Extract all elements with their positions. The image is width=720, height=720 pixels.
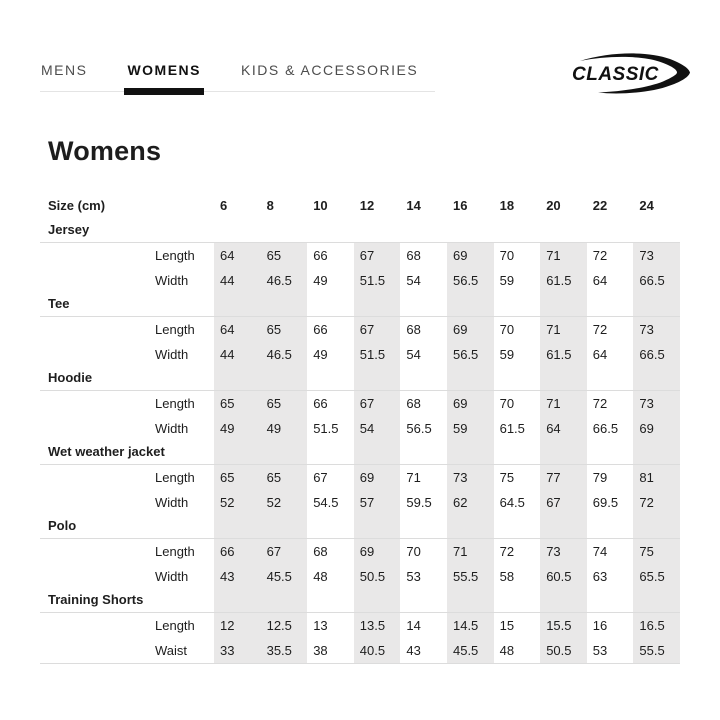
category-spacer — [40, 243, 150, 268]
size-header-cell: 10 — [313, 197, 328, 213]
measurement-row — [40, 490, 680, 515]
category-label: Tee — [48, 296, 70, 312]
measure-label: Length — [155, 248, 195, 263]
size-value-cell: 16 — [592, 618, 608, 633]
category-spacer-cell — [307, 367, 354, 390]
category-spacer-cell — [540, 219, 587, 242]
size-value-cell: 66 — [313, 248, 328, 263]
category-spacer-cell — [633, 293, 680, 316]
size-value-cell: 50.5 — [540, 638, 587, 663]
category-spacer-cell — [400, 367, 447, 390]
size-header-label: Size (cm) — [48, 197, 106, 213]
category-spacer-cell — [261, 589, 308, 612]
size-value-cell: 56.5 — [406, 421, 432, 436]
category-spacer-cell — [354, 293, 401, 316]
measurement-row — [40, 243, 680, 268]
category-spacer-cell — [633, 441, 680, 464]
size-value-cell: 65 — [214, 465, 261, 490]
size-value-cell: 73 — [447, 465, 494, 490]
size-header-cell: 18 — [499, 197, 515, 213]
size-value-cell: 13 — [313, 618, 328, 633]
size-value-cell: 65 — [261, 465, 308, 490]
size-value-cell: 74 — [592, 544, 608, 559]
measure-label: Length — [155, 618, 195, 633]
size-value-cell: 68 — [406, 322, 421, 337]
category-spacer — [40, 317, 150, 342]
category-spacer — [40, 539, 150, 564]
size-value-cell: 70 — [499, 396, 515, 411]
category-label: Training Shorts — [48, 592, 144, 608]
category-spacer-cell — [587, 441, 634, 464]
category-spacer-cell — [307, 219, 354, 242]
size-value-cell: 49 — [261, 416, 308, 441]
size-value-cell: 51.5 — [354, 342, 401, 367]
size-value-cell: 66 — [313, 322, 328, 337]
size-value-cell: 69.5 — [592, 495, 619, 510]
category-spacer-cell — [540, 441, 587, 464]
measurement-row — [40, 391, 680, 416]
site-header — [40, 60, 680, 92]
category-spacer-cell — [354, 367, 401, 390]
category-spacer-cell — [261, 219, 308, 242]
size-value-cell: 55.5 — [447, 564, 494, 589]
size-value-cell: 56.5 — [447, 342, 494, 367]
category-spacer-cell — [494, 293, 541, 316]
size-guide-page — [0, 60, 720, 664]
size-table — [40, 191, 680, 664]
size-value-cell: 67 — [313, 470, 328, 485]
size-value-cell: 59.5 — [406, 495, 432, 510]
size-value-cell: 59 — [447, 416, 494, 441]
size-value-cell: 49 — [313, 273, 328, 288]
size-value-cell: 13.5 — [354, 613, 401, 638]
category-spacer-cell — [540, 293, 587, 316]
category-spacer-cell — [447, 293, 494, 316]
category-spacer-cell — [633, 219, 680, 242]
size-value-cell: 49 — [214, 416, 261, 441]
size-value-cell: 73 — [633, 243, 680, 268]
measurement-row — [40, 416, 680, 441]
size-value-cell: 65 — [261, 317, 308, 342]
category-spacer-cell — [354, 219, 401, 242]
category-spacer-cell — [447, 219, 494, 242]
size-value-cell: 62 — [447, 490, 494, 515]
category-row — [40, 219, 680, 243]
category-spacer-cell — [540, 367, 587, 390]
category-label: Wet weather jacket — [48, 444, 165, 460]
size-value-cell: 70 — [406, 544, 421, 559]
category-spacer-cell — [261, 367, 308, 390]
size-value-cell: 59 — [499, 347, 515, 362]
category-spacer-cell — [633, 367, 680, 390]
measure-label: Width — [155, 273, 189, 288]
measurement-row — [40, 342, 680, 367]
measurement-row — [40, 564, 680, 589]
category-spacer-cell — [214, 589, 261, 612]
size-value-cell: 69 — [447, 317, 494, 342]
size-value-cell: 54 — [406, 273, 421, 288]
size-value-cell: 68 — [406, 396, 421, 411]
category-spacer-cell — [587, 367, 634, 390]
size-value-cell: 70 — [499, 248, 515, 263]
size-value-cell: 54 — [354, 416, 401, 441]
category-spacer-cell — [540, 515, 587, 538]
category-spacer-cell — [494, 589, 541, 612]
category-row — [40, 293, 680, 317]
size-value-cell: 45.5 — [261, 564, 308, 589]
category-spacer-cell — [447, 589, 494, 612]
category-spacer-cell — [540, 589, 587, 612]
size-value-cell: 77 — [540, 465, 587, 490]
size-value-cell: 79 — [592, 470, 608, 485]
measurement-row — [40, 638, 680, 664]
size-value-cell: 66.5 — [633, 268, 680, 293]
size-value-cell: 58 — [499, 569, 515, 584]
size-value-cell: 59 — [499, 273, 515, 288]
size-value-cell: 75 — [633, 539, 680, 564]
size-value-cell: 48 — [313, 569, 328, 584]
category-spacer-cell — [214, 293, 261, 316]
size-value-cell: 70 — [499, 322, 515, 337]
measurement-row — [40, 268, 680, 293]
size-value-cell: 14 — [406, 618, 421, 633]
size-value-cell: 68 — [406, 248, 421, 263]
classic-brand-logo — [560, 48, 692, 98]
category-row — [40, 589, 680, 613]
size-header-cell: 24 — [639, 197, 654, 213]
size-value-cell: 71 — [447, 539, 494, 564]
category-spacer-cell — [494, 367, 541, 390]
size-header-cell: 16 — [452, 197, 468, 213]
size-value-cell: 57 — [354, 490, 401, 515]
category-spacer-cell — [214, 367, 261, 390]
category-spacer-cell — [447, 367, 494, 390]
size-value-cell: 15.5 — [540, 613, 587, 638]
category-row — [40, 367, 680, 391]
size-value-cell: 81 — [633, 465, 680, 490]
measure-label: Width — [155, 495, 189, 510]
size-value-cell: 65 — [261, 243, 308, 268]
category-spacer-cell — [400, 441, 447, 464]
size-header-cell: 14 — [406, 197, 421, 213]
size-value-cell: 65 — [261, 391, 308, 416]
size-value-cell: 56.5 — [447, 268, 494, 293]
size-value-cell: 65.5 — [633, 564, 680, 589]
measure-label: Waist — [155, 643, 188, 658]
size-value-cell: 72 — [592, 396, 608, 411]
size-value-cell: 35.5 — [261, 638, 308, 663]
category-row — [40, 441, 680, 465]
category-spacer-cell — [587, 219, 634, 242]
tab-mens[interactable]: MENS — [41, 62, 88, 78]
size-value-cell: 61.5 — [540, 268, 587, 293]
size-value-cell: 73 — [633, 391, 680, 416]
measure-label: Length — [155, 470, 195, 485]
size-value-cell: 64 — [592, 273, 608, 288]
size-value-cell: 64 — [592, 347, 608, 362]
category-spacer-cell — [447, 515, 494, 538]
category-spacer-cell — [633, 589, 680, 612]
size-value-cell: 16.5 — [633, 613, 680, 638]
category-spacer-cell — [354, 589, 401, 612]
size-value-cell: 66.5 — [592, 421, 619, 436]
category-spacer-cell — [587, 293, 634, 316]
category-spacer — [40, 416, 150, 441]
size-value-cell: 63 — [592, 569, 608, 584]
category-spacer-cell — [633, 515, 680, 538]
category-label: Jersey — [48, 222, 90, 238]
category-spacer-cell — [307, 515, 354, 538]
size-header-cell: 22 — [592, 197, 608, 213]
size-value-cell: 64 — [214, 317, 261, 342]
tab-kids-accessories[interactable]: KIDS & ACCESSORIES — [241, 62, 419, 78]
category-spacer — [40, 490, 150, 515]
size-value-cell: 73 — [633, 317, 680, 342]
category-spacer — [40, 342, 150, 367]
measure-label: Length — [155, 322, 195, 337]
size-value-cell: 15 — [499, 618, 515, 633]
size-value-cell: 69 — [447, 391, 494, 416]
size-value-cell: 54.5 — [313, 495, 339, 510]
size-value-cell: 69 — [354, 465, 401, 490]
size-value-cell: 66 — [214, 539, 261, 564]
measure-label: Width — [155, 569, 189, 584]
size-value-cell: 51.5 — [313, 421, 339, 436]
size-value-cell: 64 — [540, 416, 587, 441]
category-spacer-cell — [587, 589, 634, 612]
size-value-cell: 66.5 — [633, 342, 680, 367]
size-value-cell: 69 — [447, 243, 494, 268]
size-value-cell: 72 — [592, 248, 608, 263]
size-header-cell: 8 — [266, 197, 274, 213]
size-value-cell: 46.5 — [261, 268, 308, 293]
category-spacer-cell — [494, 515, 541, 538]
size-value-cell: 50.5 — [354, 564, 401, 589]
category-spacer-cell — [261, 441, 308, 464]
size-value-cell: 72 — [592, 322, 608, 337]
category-spacer — [40, 638, 150, 663]
size-value-cell: 71 — [540, 391, 587, 416]
size-value-cell: 71 — [406, 470, 421, 485]
size-value-cell: 43 — [406, 643, 421, 658]
size-value-cell: 69 — [354, 539, 401, 564]
measure-label: Width — [155, 421, 189, 436]
size-value-cell: 61.5 — [499, 421, 525, 436]
size-value-cell: 52 — [261, 490, 308, 515]
category-spacer-cell — [214, 219, 261, 242]
size-value-cell: 73 — [540, 539, 587, 564]
category-spacer — [40, 391, 150, 416]
size-header-cell: 12 — [359, 197, 375, 213]
category-spacer-cell — [214, 441, 261, 464]
category-spacer-cell — [400, 589, 447, 612]
size-value-cell: 68 — [313, 544, 328, 559]
category-spacer — [40, 268, 150, 293]
category-spacer-cell — [354, 515, 401, 538]
measure-label: Length — [155, 396, 195, 411]
category-tabs — [40, 60, 435, 92]
size-value-cell: 69 — [633, 416, 680, 441]
category-spacer-cell — [494, 219, 541, 242]
brand-name: CLASSIC — [572, 64, 659, 85]
size-value-cell: 40.5 — [354, 638, 401, 663]
size-value-cell: 65 — [214, 391, 261, 416]
size-value-cell: 75 — [499, 470, 515, 485]
size-value-cell: 71 — [540, 317, 587, 342]
page-title: Womens — [48, 136, 162, 166]
size-value-cell: 44 — [214, 342, 261, 367]
tab-womens[interactable]: WOMENS — [126, 60, 202, 91]
size-value-cell: 33 — [214, 638, 261, 663]
size-value-cell: 72 — [633, 490, 680, 515]
size-value-cell: 72 — [499, 544, 515, 559]
size-value-cell: 67 — [261, 539, 308, 564]
size-value-cell: 12 — [214, 613, 261, 638]
category-spacer-cell — [494, 441, 541, 464]
size-value-cell: 46.5 — [261, 342, 308, 367]
size-value-cell: 60.5 — [540, 564, 587, 589]
category-spacer-cell — [400, 293, 447, 316]
size-value-cell: 66 — [313, 396, 328, 411]
size-value-cell: 55.5 — [633, 638, 680, 663]
measurement-row — [40, 613, 680, 638]
measurement-row — [40, 465, 680, 490]
size-value-cell: 61.5 — [540, 342, 587, 367]
category-spacer-cell — [307, 589, 354, 612]
size-value-cell: 14.5 — [447, 613, 494, 638]
category-label: Polo — [48, 518, 77, 534]
measure-label: Width — [155, 347, 189, 362]
category-spacer — [40, 613, 150, 638]
category-spacer-cell — [587, 515, 634, 538]
category-row — [40, 515, 680, 539]
size-value-cell: 53 — [592, 643, 608, 658]
category-spacer-cell — [261, 515, 308, 538]
size-header-cell: 20 — [546, 197, 561, 213]
size-header-cell: 6 — [220, 197, 228, 213]
size-value-cell: 53 — [406, 569, 421, 584]
category-spacer-cell — [447, 441, 494, 464]
category-spacer — [40, 564, 150, 589]
category-spacer-cell — [354, 441, 401, 464]
size-value-cell: 71 — [540, 243, 587, 268]
size-value-cell: 64.5 — [499, 495, 525, 510]
category-spacer-cell — [214, 515, 261, 538]
size-value-cell: 64 — [214, 243, 261, 268]
size-value-cell: 67 — [354, 317, 401, 342]
size-value-cell: 45.5 — [447, 638, 494, 663]
size-value-cell: 12.5 — [261, 613, 308, 638]
size-header-row — [40, 191, 680, 219]
category-spacer-cell — [400, 515, 447, 538]
measurement-row — [40, 539, 680, 564]
size-value-cell: 43 — [214, 564, 261, 589]
size-value-cell: 38 — [313, 643, 328, 658]
category-spacer-cell — [400, 219, 447, 242]
size-value-cell: 48 — [499, 643, 515, 658]
category-spacer-cell — [261, 293, 308, 316]
size-value-cell: 54 — [406, 347, 421, 362]
size-value-cell: 49 — [313, 347, 328, 362]
size-value-cell: 52 — [214, 490, 261, 515]
category-label: Hoodie — [48, 370, 93, 386]
size-value-cell: 67 — [354, 243, 401, 268]
size-value-cell: 67 — [540, 490, 587, 515]
measurement-row — [40, 317, 680, 342]
size-value-cell: 67 — [354, 391, 401, 416]
swoosh-icon — [560, 48, 692, 98]
measure-label: Length — [155, 544, 195, 559]
category-spacer-cell — [307, 293, 354, 316]
size-value-cell: 44 — [214, 268, 261, 293]
size-value-cell: 51.5 — [354, 268, 401, 293]
category-spacer — [40, 465, 150, 490]
category-spacer-cell — [307, 441, 354, 464]
